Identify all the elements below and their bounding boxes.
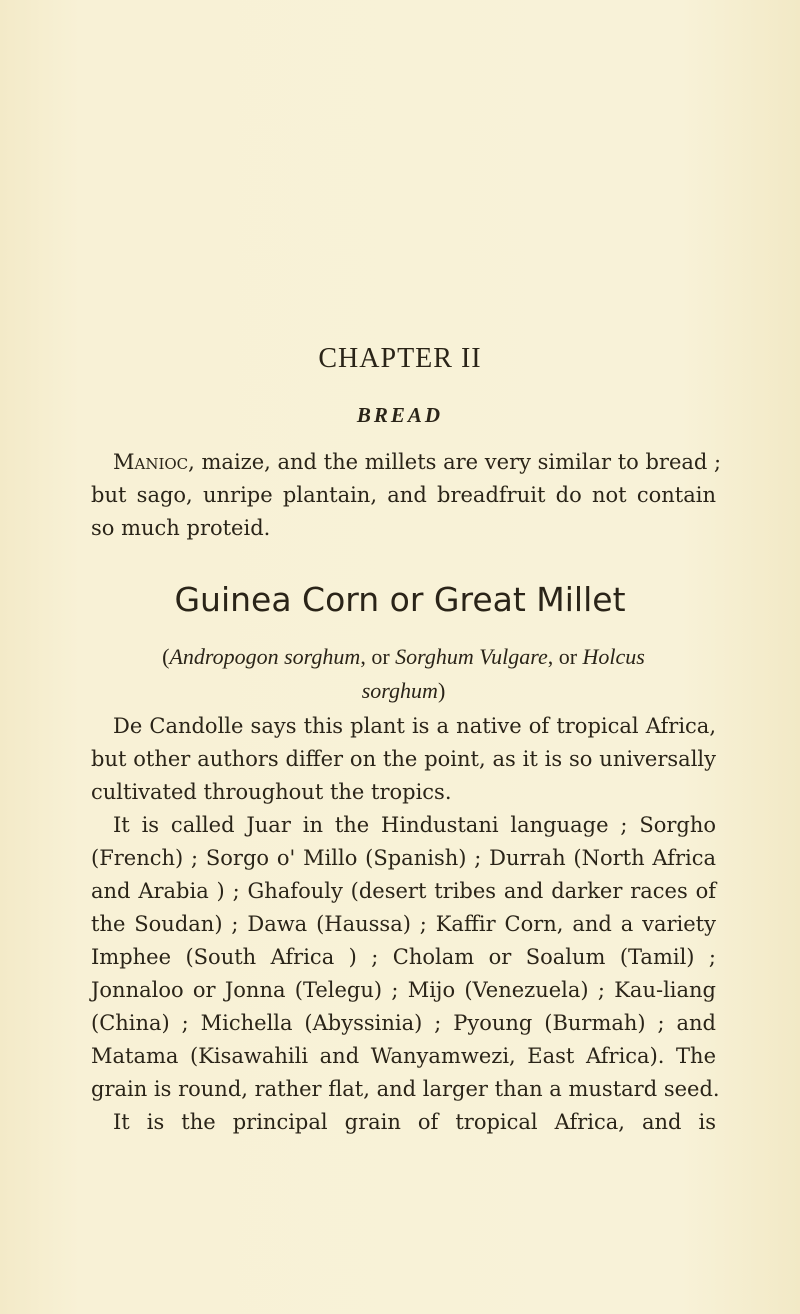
latin-name: Holcus [582,644,645,669]
latin-line-2 [91,674,716,708]
text-line: the Soudan) ; Dawa (Haussa) ; Kaffir Corn, and a variety [91,912,716,936]
text-line: grain is round, rather flat, and larger than a mustard seed. [91,1077,720,1101]
text-line: but sago, unripe plantain, and breadfruit do not contain [91,483,716,507]
latin-names [91,640,716,708]
text-line [91,446,722,479]
body-text [91,710,720,1139]
text-line: cultivated throughout the tropics. [91,780,452,804]
text-line: (China) ; Michella (Abyssinia) ; Pyoung (Burmah) ; and [91,1011,716,1035]
latin-name: sorghum [361,678,438,703]
separator: , or [547,644,583,669]
text-line: (French) ; Sorgo o' Millo (Spanish) ; Durrah (North Africa [91,846,716,870]
chapter-title: BREAD [356,403,444,427]
text-line: Imphee (South Africa ) ; Cholam or Soalum (Tamil) ; [91,945,716,969]
text-line: so much proteid. [91,516,271,540]
chapter-heading: CHAPTER II [318,343,482,374]
section-heading: Guinea Corn or Great Millet [174,580,626,619]
text-line: De Candolle says this plant is a native of tropical Africa, [113,714,716,738]
intro-paragraph [91,446,722,545]
latin-line-1 [91,640,716,674]
text-line-content: , maize, and the millets are very similar to bread ; [188,450,722,474]
text-line: It is called Juar in the Hindustani language ; Sorgho [113,813,716,837]
paren-open: ( [162,644,170,669]
paren-close: ) [437,678,446,703]
text-line: Jonnaloo or Jonna (Telegu) ; Mijo (Venezuela) ; Kau-liang [91,978,716,1002]
text-line: but other authors differ on the point, as it is so universally [91,747,716,771]
text-line: and Arabia ) ; Ghafouly (desert tribes and darker races of [91,879,716,903]
latin-name: Andropogon sorghum [169,644,361,669]
text-line: It is the principal grain of tropical Africa, and is [113,1110,716,1134]
separator: , or [360,644,396,669]
drop-word: Manioc [113,450,189,474]
latin-name: Sorghum Vulgare [395,644,548,669]
text-line: Matama (Kisawahili and Wanyamwezi, East Africa). The [91,1044,716,1068]
